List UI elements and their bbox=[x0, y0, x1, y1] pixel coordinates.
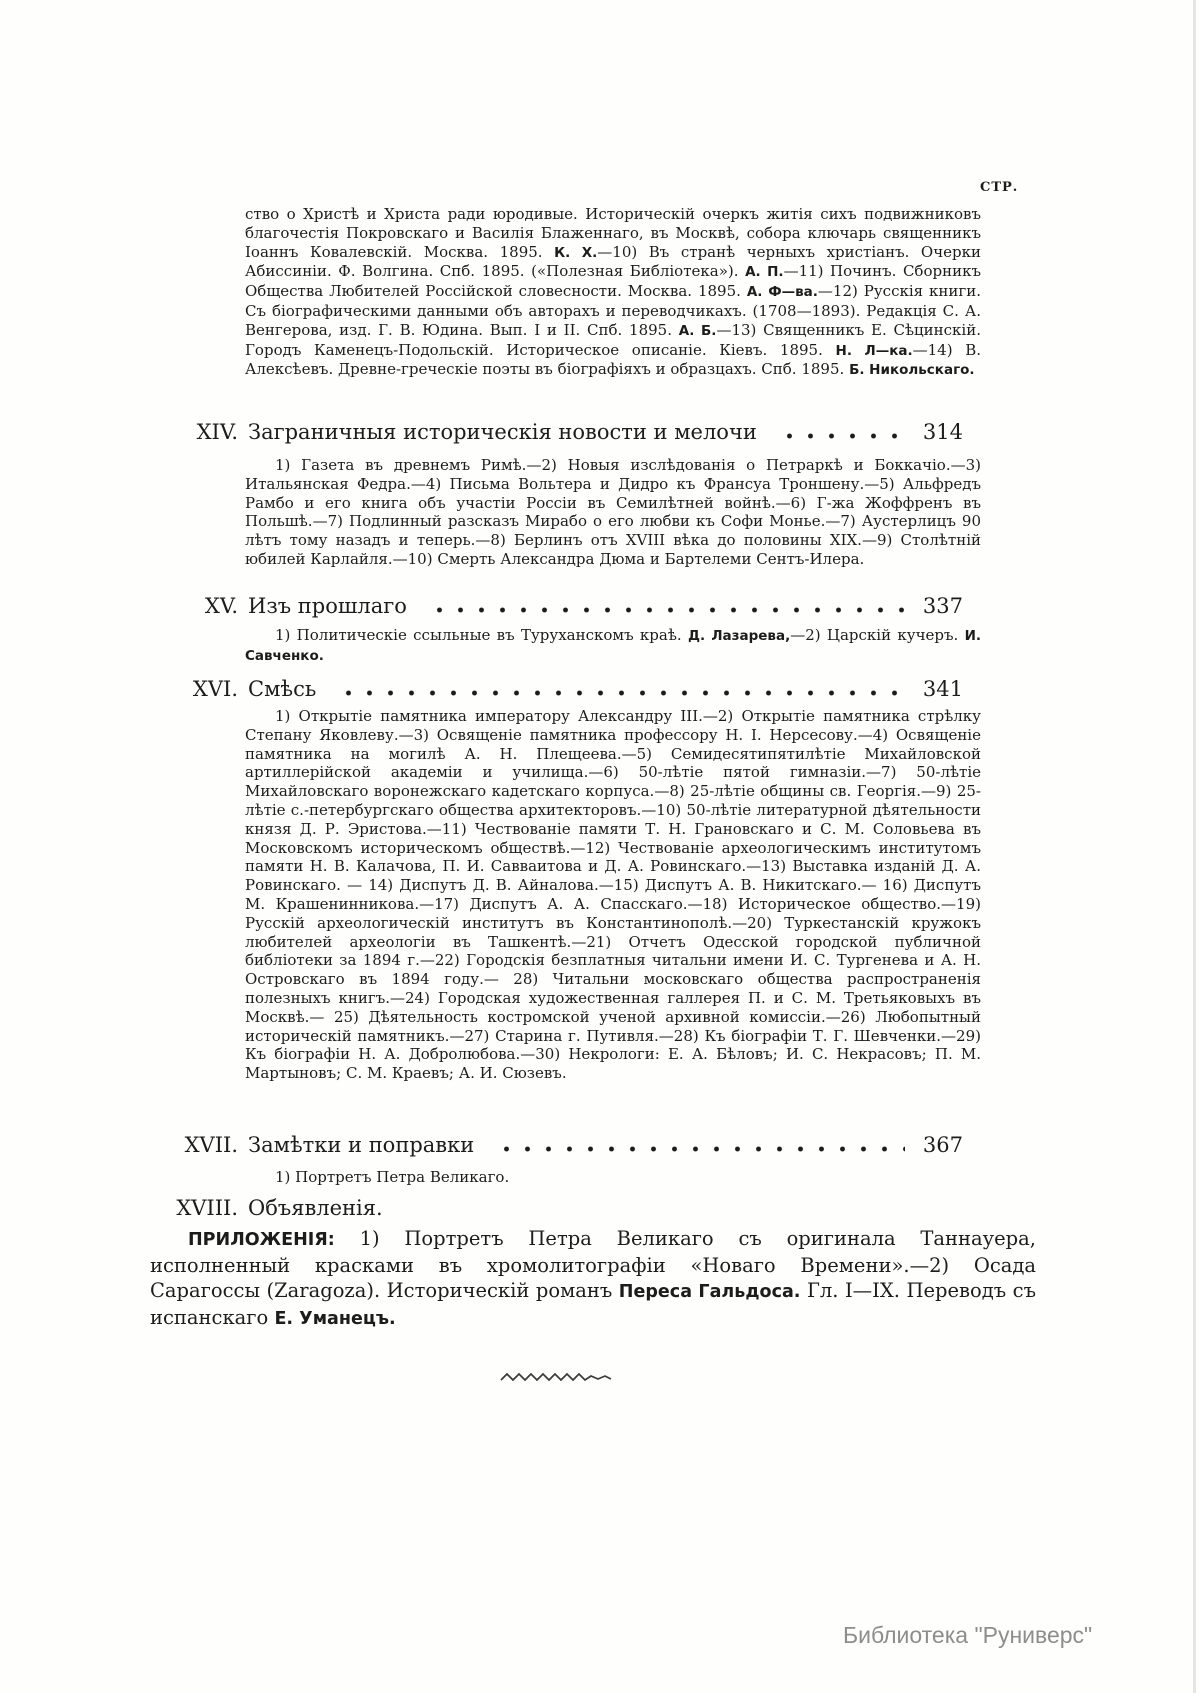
entry-title: Заграничныя историческія новости и мелочи bbox=[248, 420, 757, 444]
toc-entry-xvii bbox=[150, 1133, 963, 1157]
dot-leader bbox=[777, 431, 905, 439]
entry-page-number: 337 bbox=[922, 594, 963, 618]
scan-edge-artifact bbox=[1193, 0, 1196, 1693]
toc-entry-xiv-description: 1) Газета въ древнемъ Римѣ.—2) Новыя изслѣдованія о Петраркѣ и Боккачіо.—3) Итальянская Федра.—4) Письма Вольтера и Дидро къ Франсуа Троншену.—5) Альфредъ Рамбо и его книга объ участіи Россіи въ Семилѣтней войнѣ.—6) Г-жа Жоффренъ въ Польшѣ.—7) Подлинный разсказъ Мирабо о его любви къ Софи Монье.—7) Аустерлицъ 90 лѣтъ тому назадъ и теперь.—8) Берлинъ отъ XVIII вѣка до половины XIX.—9) Столѣтній юбилей Карлайля.—10) Смерть Александра Дюма и Бартелеми Сентъ-Илера. bbox=[245, 456, 981, 568]
entry-number: XVII. bbox=[184, 1133, 238, 1157]
page-column-header: СТР. bbox=[980, 180, 1019, 195]
entry-title: Смѣсь bbox=[248, 677, 317, 701]
entry-title: Изъ прошлаго bbox=[248, 594, 407, 618]
appendix-paragraph: ПРИЛОЖЕНІЯ: 1) Портретъ Петра Великаго съ оригинала Таннауера, исполненный красками въ хромолитографіи «Новаго Времени».—2) Осада Сарагоссы (Zaragoza). Историческій романъ Переса Гальдоса. Гл. I—IX. Переводъ съ испанскаго Е. Уманецъ. bbox=[150, 1227, 1036, 1329]
dot-leader bbox=[427, 605, 905, 613]
entry-number: XV. bbox=[204, 594, 238, 618]
entry-number: XVI. bbox=[192, 677, 238, 701]
dot-leader bbox=[336, 688, 905, 696]
toc-entry-xv bbox=[150, 594, 963, 618]
toc-entry-xvii-description: 1) Портретъ Петра Великаго. bbox=[275, 1168, 510, 1186]
dot-leader bbox=[494, 1144, 905, 1152]
toc-continuation-paragraph: ство о Христѣ и Христа ради юродивые. Историческій очеркъ житія сихъ подвижниковъ благочестія Покровскаго и Василія Блаженнаго, въ Москвѣ, собора ключарь священникъ Іоаннъ Ковалевскій. Москва. 1895. К. Х.—10) Въ странѣ черныхъ христіанъ. Очерки Абиссиніи. Ф. Волгина. Спб. 1895. («Полезная Библіотека»). А. П.—11) Починъ. Сборникъ Общества Любителей Россійской словесности. Москва. 1895. А. Ф—ва.—12) Русскія книги. Съ біографическими данными объ авторахъ и переводчикахъ. (1708—1893). Редакція С. А. Венгерова, изд. Г. В. Юдина. Вып. I и II. Спб. 1895. А. Б.—13) Священникъ Е. Сѣцинскій. Городъ Каменецъ-Подольскій. Историческое описаніе. Кіевъ. 1895. Н. Л—ка.—14) В. Алексѣевъ. Древне-греческіе поэты въ біографіяхъ и образцахъ. Спб. 1895. Б. Никольскаго. bbox=[245, 205, 982, 379]
entry-number: XIV. bbox=[196, 420, 238, 444]
runivers-watermark: Библиотека "Руниверс" bbox=[843, 1622, 1093, 1648]
toc-entry-xvi-description: 1) Открытіе памятника императору Александру III.—2) Открытіе памятника стрѣлку Степану Яковлеву.—3) Освященіе памятника профессору Н. І. Нерсесову.—4) Освященіе памятника на могилѣ А. Н. Плещеева.—5) Семидесятипятилѣтіе Михайловской артиллерійской академіи и училища.—6) 50-лѣтіе пятой гимназіи.—7) 50-лѣтіе Михайловскаго воронежскаго кадетскаго корпуса.—8) 25-лѣтіе общины св. Георгія.—9) 25-лѣтіе с.-петербургскаго общества архитекторовъ.—10) 50-лѣтіе литературной дѣятельности князя Д. Р. Эристова.—11) Чествованіе памяти Т. Н. Грановскаго и С. М. Соловьева въ Московскомъ историческомъ обществѣ.—12) Чествованіе археологическимъ институтомъ памяти Н. В. Калачова, П. И. Савваитова и Д. А. Ровинскаго.—13) Выставка изданій Д. А. Ровинскаго. — 14) Диспутъ Д. В. Айналова.—15) Диспутъ А. В. Никитскаго.— 16) Диспутъ М. Крашенинникова.—17) Диспутъ А. А. Спасскаго.—18) Историческое общество.—19) Русскій археологическій институтъ въ Константинополѣ.—20) Туркестанскій кружокъ любителей археологіи въ Ташкентѣ.—21) Отчетъ Одесской городской публичной библіотеки за 1894 г.—22) Городскія безплатныя читальни имени И. С. Тургенева и А. Н. Островскаго въ 1894 году.— 28) Читальни московскаго общества распространенія полезныхъ книгъ.—24) Городская художественная галлерея П. и С. М. Третьяковыхъ въ Москвѣ.— 25) Дѣятельность костромской ученой архивной комиссіи.—26) Любопытный историческій памятникъ.—27) Старина г. Путивля.—28) Къ біографіи Т. Г. Шевченки.—29) Къ біографіи Н. А. Добролюбова.—30) Некрологи: Е. А. Бѣловъ; И. С. Некрасовъ; П. М. Мартыновъ; С. М. Краевъ; А. И. Сюзевъ. bbox=[245, 707, 981, 1083]
toc-entry-xvi bbox=[150, 677, 963, 701]
squiggle-divider-icon bbox=[499, 1371, 617, 1383]
toc-entry-xiv bbox=[150, 420, 963, 444]
entry-title: Замѣтки и поправки bbox=[248, 1133, 475, 1157]
entry-title: Объявленія. bbox=[248, 1196, 383, 1220]
entry-page-number: 314 bbox=[922, 420, 963, 444]
toc-entry-xviii bbox=[150, 1196, 963, 1220]
toc-entry-xv-description: 1) Политическіе ссыльные въ Туруханскомъ краѣ. Д. Лазарева,—2) Царскій кучеръ. И. Савченко. bbox=[245, 626, 982, 664]
entry-page-number: 341 bbox=[922, 677, 963, 701]
entry-number: XVIII. bbox=[176, 1196, 238, 1220]
entry-page-number: 367 bbox=[922, 1133, 963, 1157]
